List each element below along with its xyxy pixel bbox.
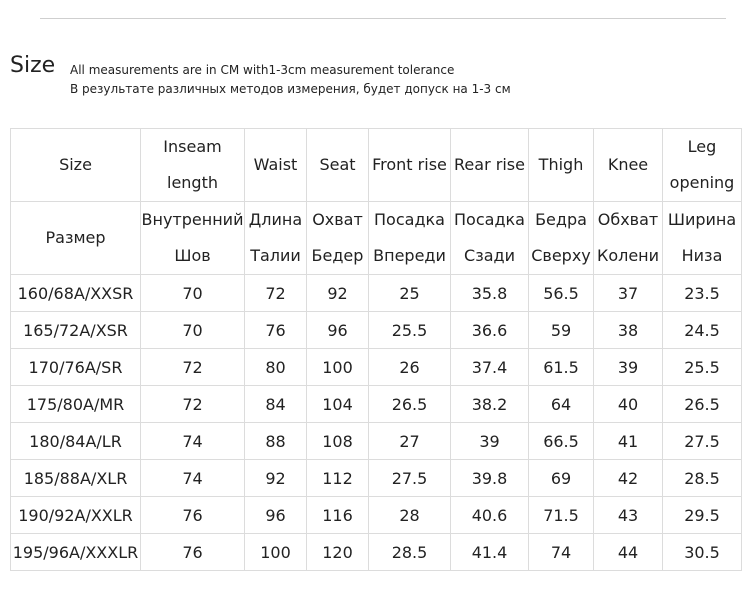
- cell-rear-rise: 41.4: [451, 534, 529, 571]
- cell-thigh: 61.5: [529, 349, 594, 386]
- cell-size: 185/88A/XLR: [11, 460, 141, 497]
- cell-inseam-length: 72: [141, 349, 245, 386]
- cell-knee: 40: [594, 386, 663, 423]
- header-cell-leg-opening: [663, 129, 742, 202]
- table-row: [11, 460, 742, 497]
- cell-seat: 96: [307, 312, 369, 349]
- cell-rear-rise: 39.8: [451, 460, 529, 497]
- cell-rear-rise: 36.6: [451, 312, 529, 349]
- header-text: Длина: [248, 210, 303, 229]
- cell-leg-opening: 24.5: [663, 312, 742, 349]
- cell-size: 190/92A/XXLR: [11, 497, 141, 534]
- header-cell-thigh: [529, 202, 594, 275]
- cell-thigh: 56.5: [529, 275, 594, 312]
- header-text: Rear rise: [454, 155, 525, 174]
- header-text: Thigh: [538, 155, 584, 174]
- cell-thigh: 71.5: [529, 497, 594, 534]
- measurement-notes: [70, 61, 511, 99]
- cell-inseam-length: 74: [141, 423, 245, 460]
- page-title: Size: [10, 53, 56, 78]
- header-text: Впереди: [373, 246, 446, 265]
- header-text: Охват: [312, 210, 363, 229]
- cell-knee: 39: [594, 349, 663, 386]
- cell-inseam-length: 76: [141, 497, 245, 534]
- cell-seat: 104: [307, 386, 369, 423]
- cell-knee: 43: [594, 497, 663, 534]
- cell-seat: 92: [307, 275, 369, 312]
- header-cell-front-rise: [369, 202, 451, 275]
- top-divider: [40, 18, 726, 19]
- cell-knee: 42: [594, 460, 663, 497]
- cell-seat: 112: [307, 460, 369, 497]
- header-cell-inseam-length: [141, 202, 245, 275]
- cell-seat: 100: [307, 349, 369, 386]
- cell-size: 180/84A/LR: [11, 423, 141, 460]
- cell-leg-opening: 28.5: [663, 460, 742, 497]
- header-text: Waist: [253, 155, 298, 174]
- cell-thigh: 74: [529, 534, 594, 571]
- cell-rear-rise: 39: [451, 423, 529, 460]
- cell-rear-rise: 38.2: [451, 386, 529, 423]
- header-text: Сзади: [464, 246, 515, 265]
- header-text: Бедра: [535, 210, 587, 229]
- cell-front-rise: 27.5: [369, 460, 451, 497]
- header-cell-size: [11, 129, 141, 202]
- table-row: [11, 275, 742, 312]
- cell-waist: 100: [245, 534, 307, 571]
- header-cell-seat: [307, 202, 369, 275]
- header-text: length: [167, 173, 218, 192]
- header-text: Колени: [596, 246, 660, 265]
- cell-seat: 116: [307, 497, 369, 534]
- header-cell-waist: [245, 129, 307, 202]
- header-text: Size: [59, 155, 92, 174]
- cell-waist: 84: [245, 386, 307, 423]
- cell-seat: 108: [307, 423, 369, 460]
- cell-size: 160/68A/XXSR: [11, 275, 141, 312]
- cell-size: 175/80A/MR: [11, 386, 141, 423]
- header-text: Сверху: [531, 246, 591, 265]
- cell-waist: 76: [245, 312, 307, 349]
- cell-inseam-length: 72: [141, 386, 245, 423]
- header-cell-knee: [594, 129, 663, 202]
- header-cell-size: [11, 202, 141, 275]
- header-cell-knee: [594, 202, 663, 275]
- cell-thigh: 66.5: [529, 423, 594, 460]
- table-row: [11, 423, 742, 460]
- cell-front-rise: 28: [369, 497, 451, 534]
- cell-rear-rise: 40.6: [451, 497, 529, 534]
- cell-leg-opening: 25.5: [663, 349, 742, 386]
- header-row-english: [11, 129, 742, 202]
- header-cell-rear-rise: [451, 202, 529, 275]
- header-text: Бедер: [311, 246, 364, 265]
- cell-front-rise: 27: [369, 423, 451, 460]
- cell-inseam-length: 74: [141, 460, 245, 497]
- cell-inseam-length: 70: [141, 312, 245, 349]
- cell-waist: 72: [245, 275, 307, 312]
- cell-leg-opening: 30.5: [663, 534, 742, 571]
- header-row-russian: [11, 202, 742, 275]
- cell-waist: 92: [245, 460, 307, 497]
- cell-knee: 37: [594, 275, 663, 312]
- header-text: Посадка: [454, 210, 525, 229]
- cell-waist: 80: [245, 349, 307, 386]
- cell-waist: 96: [245, 497, 307, 534]
- header-text: Ширина: [667, 210, 737, 229]
- cell-thigh: 59: [529, 312, 594, 349]
- table-row: [11, 386, 742, 423]
- cell-leg-opening: 26.5: [663, 386, 742, 423]
- table-row: [11, 312, 742, 349]
- cell-size: 170/76A/SR: [11, 349, 141, 386]
- header-text: Шов: [174, 246, 211, 265]
- header-cell-inseam-length: [141, 129, 245, 202]
- header-cell-waist: [245, 202, 307, 275]
- cell-front-rise: 28.5: [369, 534, 451, 571]
- size-table-body: [11, 129, 742, 571]
- cell-front-rise: 25.5: [369, 312, 451, 349]
- header-cell-seat: [307, 129, 369, 202]
- cell-thigh: 69: [529, 460, 594, 497]
- cell-rear-rise: 35.8: [451, 275, 529, 312]
- header-text: Front rise: [372, 155, 447, 174]
- cell-front-rise: 26: [369, 349, 451, 386]
- cell-size: 165/72A/XSR: [11, 312, 141, 349]
- header-text: Inseam: [163, 137, 222, 156]
- cell-waist: 88: [245, 423, 307, 460]
- cell-leg-opening: 23.5: [663, 275, 742, 312]
- cell-thigh: 64: [529, 386, 594, 423]
- header-text: opening: [669, 173, 735, 192]
- cell-rear-rise: 37.4: [451, 349, 529, 386]
- cell-inseam-length: 76: [141, 534, 245, 571]
- header-cell-rear-rise: [451, 129, 529, 202]
- table-row: [11, 497, 742, 534]
- header-text: Талии: [250, 246, 301, 265]
- size-chart-table: [10, 128, 742, 571]
- header-text: Knee: [607, 155, 649, 174]
- header-text: Leg: [687, 137, 717, 156]
- table-row: [11, 349, 742, 386]
- cell-knee: 41: [594, 423, 663, 460]
- cell-knee: 38: [594, 312, 663, 349]
- header-text: Обхват: [597, 210, 659, 229]
- header-cell-front-rise: [369, 129, 451, 202]
- cell-leg-opening: 27.5: [663, 423, 742, 460]
- table-row: [11, 534, 742, 571]
- cell-front-rise: 26.5: [369, 386, 451, 423]
- cell-inseam-length: 70: [141, 275, 245, 312]
- header-text: Внутренний: [141, 210, 244, 229]
- header-cell-thigh: [529, 129, 594, 202]
- header-text: Seat: [319, 155, 356, 174]
- header-text: Размер: [45, 228, 106, 247]
- header-text: Посадка: [374, 210, 445, 229]
- note-russian: В результате различных методов измерения, будет допуск на 1-3 см: [70, 82, 511, 96]
- header-cell-leg-opening: [663, 202, 742, 275]
- cell-front-rise: 25: [369, 275, 451, 312]
- header-text: Низа: [681, 246, 723, 265]
- cell-leg-opening: 29.5: [663, 497, 742, 534]
- note-english: All measurements are in CM with1-3cm measurement tolerance: [70, 63, 455, 77]
- cell-seat: 120: [307, 534, 369, 571]
- cell-knee: 44: [594, 534, 663, 571]
- cell-size: 195/96A/XXXLR: [11, 534, 141, 571]
